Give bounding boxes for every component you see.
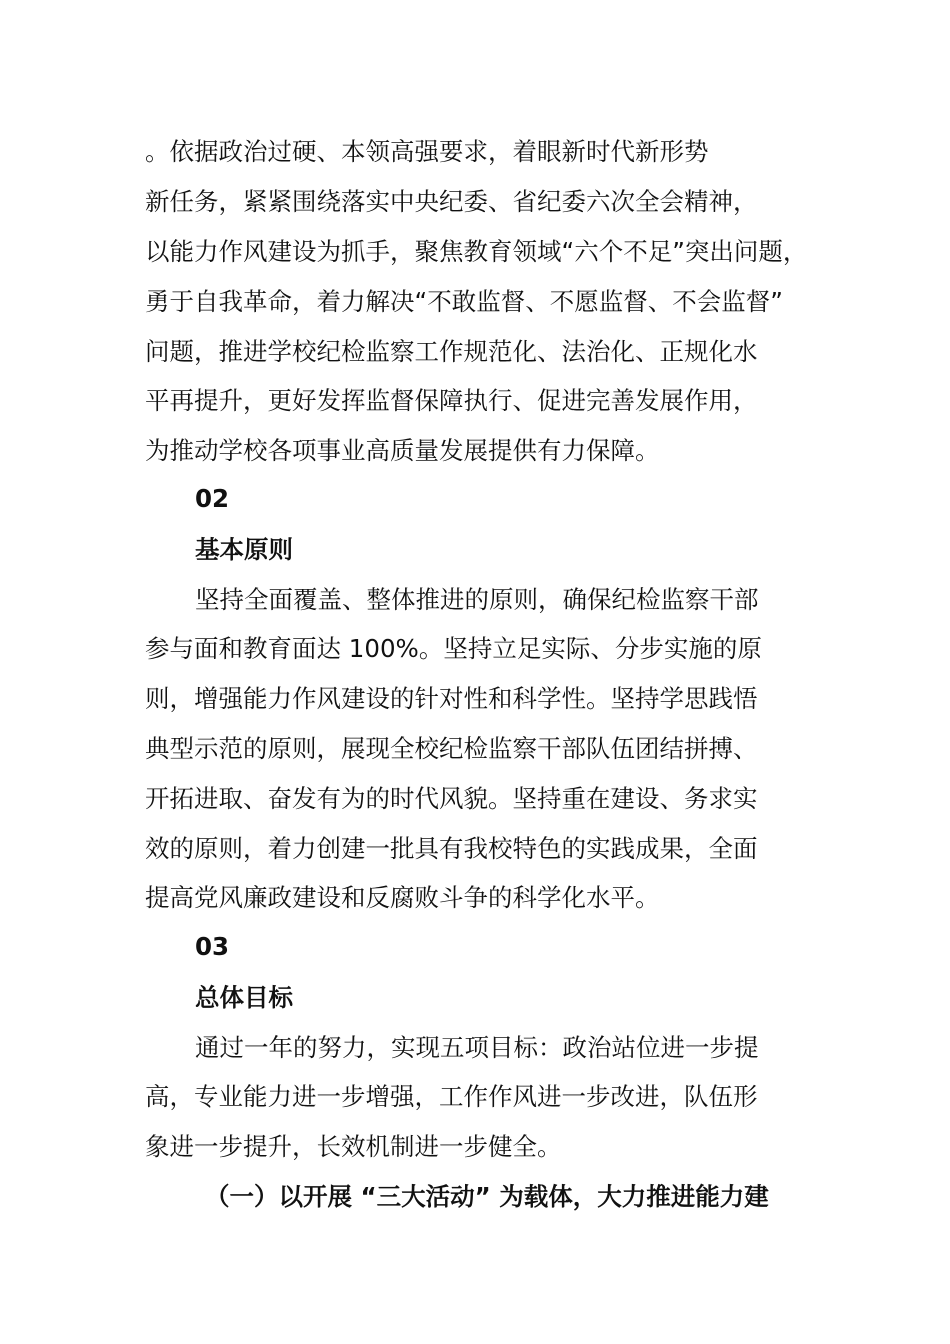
paragraph-line: 效的原则，着力创建一批具有我校特色的实践成果，全面 [145,834,758,863]
paragraph-line: 新任务，紧紧围绕落实中央纪委、省纪委六次全会精神， [145,187,758,216]
paragraph-line: 为推动学校各项事业高质量发展提供有力保障。 [145,436,660,465]
paragraph-line: 提高党风廉政建设和反腐败斗争的科学化水平。 [145,883,660,912]
paragraph-line: 。依据政治过硬、本领高强要求，着眼新时代新形势 [145,137,709,166]
section-number: 03 [195,932,230,961]
paragraph-line: 典型示范的原则，展现全校纪检监察干部队伍团结拼搏、 [145,734,758,763]
section-title: 总体目标 [195,983,293,1012]
paragraph-line: 坚持全面覆盖、整体推进的原则，确保纪检监察干部 [195,585,759,614]
section-number: 02 [195,484,230,513]
paragraph-line: 通过一年的努力，实现五项目标：政治站位进一步提 [195,1033,759,1062]
paragraph-line: 参与面和教育面达 100%。坚持立足实际、分步实施的原 [145,634,762,663]
paragraph-line: 开拓进取、奋发有为的时代风貌。坚持重在建设、务求实 [145,784,758,813]
paragraph-line: 以能力作风建设为抓手，聚焦教育领域“六个不足”突出问题， [145,237,808,266]
paragraph-line: 则，增强能力作风建设的针对性和科学性。坚持学思践悟 [145,684,758,713]
paragraph-line: 象进一步提升，长效机制进一步健全。 [145,1132,562,1161]
paragraph-line: 问题，推进学校纪检监察工作规范化、法治化、正规化水 [145,337,758,366]
paragraph-line: 勇于自我革命，着力解决“不敢监督、不愿监督、不会监督” [145,287,783,316]
paragraph-line: 高，专业能力进一步增强，工作作风进一步改进，队伍形 [145,1082,758,1111]
subsection-heading: （一）以开展 “三大活动” 为载体，大力推进能力建 [205,1182,769,1211]
section-title: 基本原则 [195,535,293,564]
paragraph-line: 平再提升，更好发挥监督保障执行、促进完善发展作用， [145,386,758,415]
